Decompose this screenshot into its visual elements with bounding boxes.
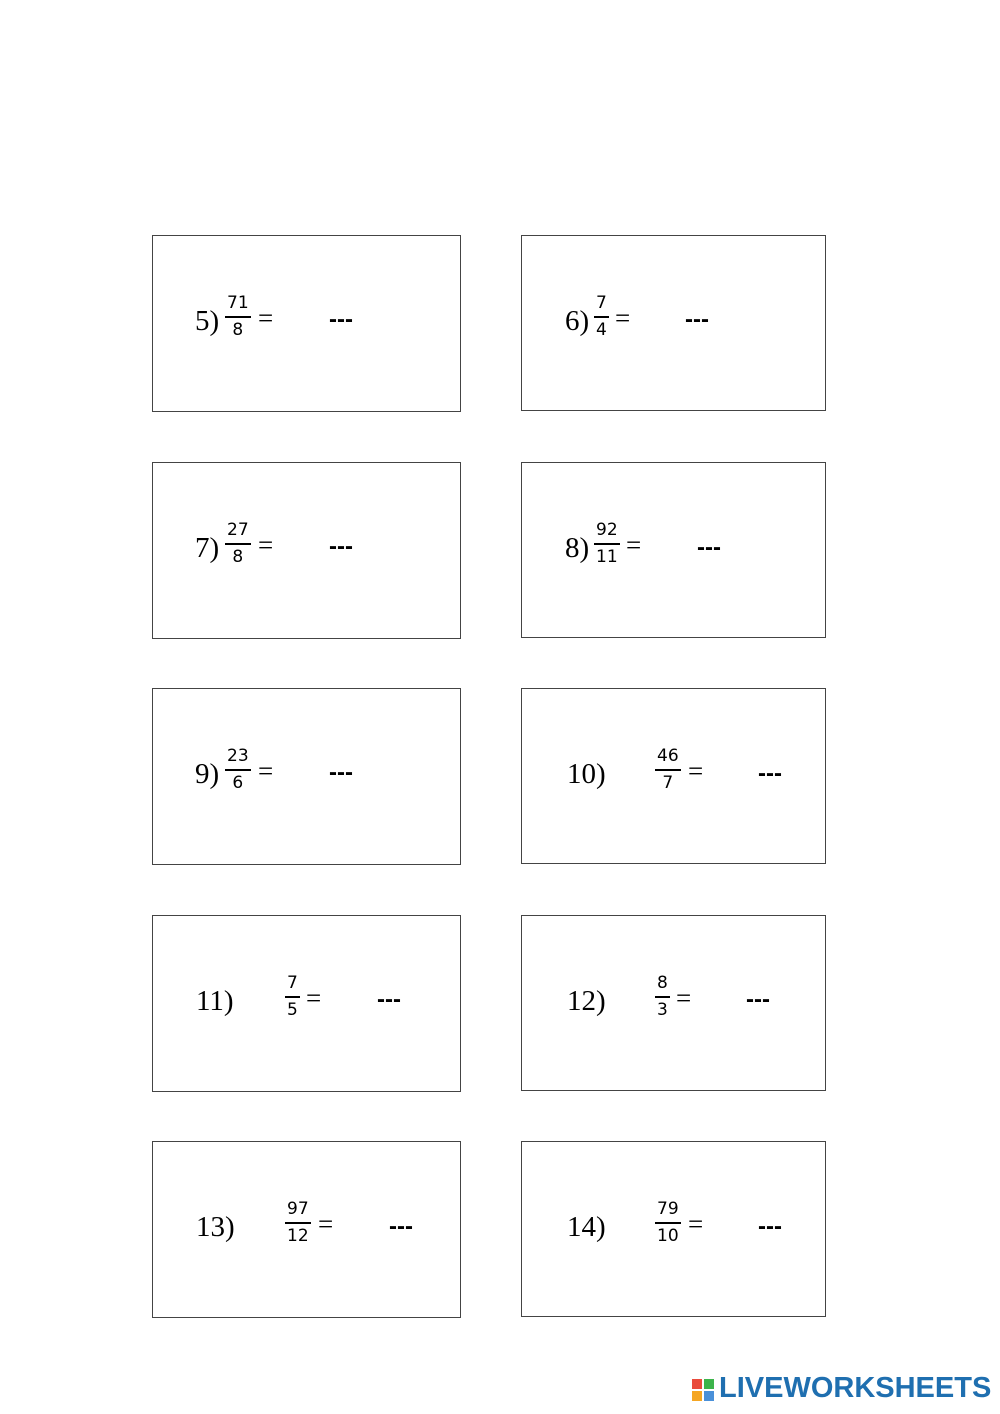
problem-card-9 [152,688,461,865]
problem-number: 5) [195,305,220,337]
fraction-numerator: 7 [596,293,607,313]
fraction-denominator: 8 [232,319,244,340]
problem-number: 12) [567,985,606,1017]
problem-card-12 [521,915,826,1091]
fraction [285,975,300,1019]
equals-sign: = [626,530,642,560]
answer-blank[interactable]: --- [758,1213,782,1240]
fraction [655,1201,681,1245]
problem-number: 10) [567,758,606,790]
problem-card-11 [152,915,461,1092]
answer-blank[interactable]: --- [697,534,721,561]
fraction-numerator: 79 [657,1199,679,1219]
fraction-numerator: 92 [596,520,618,540]
fraction [594,295,609,339]
fraction [594,522,620,566]
fraction-numerator: 46 [657,746,679,766]
answer-blank[interactable]: --- [329,759,353,786]
fraction-numerator: 71 [227,293,249,313]
answer-blank[interactable]: --- [746,986,770,1013]
fraction-denominator: 10 [657,1225,679,1246]
fraction-denominator: 5 [287,999,298,1020]
equals-sign: = [688,756,704,786]
fraction-denominator: 6 [232,772,244,793]
equals-sign: = [306,983,322,1013]
answer-blank[interactable]: --- [685,306,709,333]
fraction-numerator: 7 [287,973,298,993]
answer-blank[interactable]: --- [329,306,353,333]
problem-number: 8) [565,532,590,564]
equals-sign: = [688,1209,704,1239]
fraction [655,975,670,1019]
problem-card-7 [152,462,461,639]
equals-sign: = [676,983,692,1013]
fraction [225,295,251,339]
fraction [225,748,251,792]
answer-blank[interactable]: --- [758,760,782,787]
problem-card-6 [521,235,826,411]
fraction-denominator: 11 [596,546,618,567]
fraction-denominator: 7 [662,772,674,793]
problem-number: 14) [567,1211,606,1243]
fraction-numerator: 27 [227,520,249,540]
fraction-denominator: 12 [287,1225,309,1246]
equals-sign: = [258,756,274,786]
answer-blank[interactable]: --- [329,533,353,560]
problem-number: 7) [195,532,220,564]
liveworksheets-logo-icon [692,1377,716,1401]
problem-number: 13) [196,1211,235,1243]
fraction-denominator: 8 [232,546,244,567]
fraction-numerator: 23 [227,746,249,766]
fraction-numerator: 97 [287,1199,309,1219]
fraction [225,522,251,566]
answer-blank[interactable]: --- [389,1213,413,1240]
problem-number: 6) [565,305,590,337]
problem-number: 9) [195,758,220,790]
brand-text: LIVEWORKSHEETS [719,1372,992,1404]
liveworksheets-brand[interactable] [692,1374,991,1403]
problem-card-13 [152,1141,461,1318]
problem-card-10 [521,688,826,864]
problem-card-5 [152,235,461,412]
answer-blank[interactable]: --- [377,986,401,1013]
equals-sign: = [258,303,274,333]
fraction-numerator: 8 [657,973,668,993]
equals-sign: = [318,1209,334,1239]
fraction [655,748,681,792]
fraction [285,1201,311,1245]
problem-number: 11) [196,985,234,1017]
equals-sign: = [615,303,631,333]
problem-card-14 [521,1141,826,1317]
problem-card-8 [521,462,826,638]
fraction-denominator: 3 [657,999,668,1020]
fraction-denominator: 4 [596,319,607,340]
equals-sign: = [258,530,274,560]
